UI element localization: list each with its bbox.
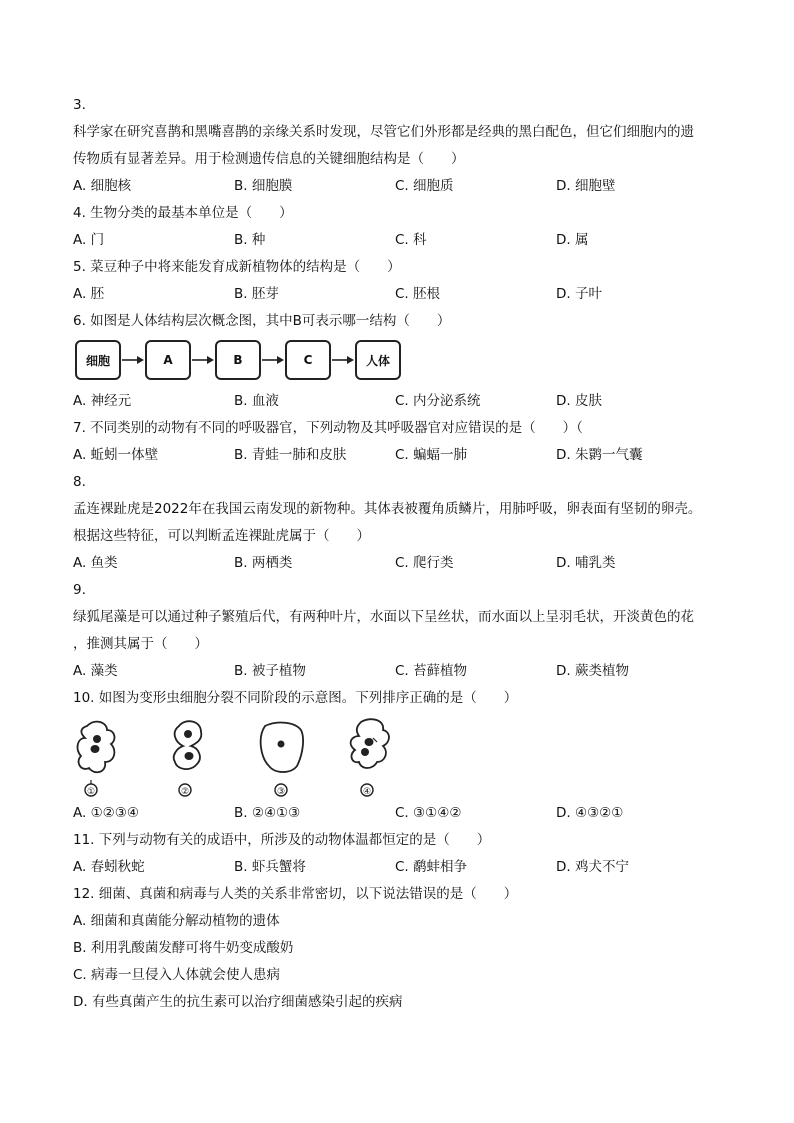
q10-option-c[interactable]: C. ③①④② [395,805,462,821]
q12-option-a[interactable]: A. 细菌和真菌能分解动植物的遗体 [73,913,280,929]
q11-options [73,854,733,881]
q7-option-c[interactable]: C. 蝙蝠一肺 [395,447,468,463]
q5-stem: 5. 菜豆种子中将来能发育成新植物体的结构是（ ） [73,259,401,275]
q7-option-a[interactable]: A. 蚯蚓一体壁 [73,447,159,463]
q3-stem-line2: 传物质有显著差异。用于检测遗传信息的关键细胞结构是（ ） [73,151,465,167]
q12-option-b[interactable]: B. 利用乳酸菌发酵可将牛奶变成酸奶 [73,940,294,956]
stage-label-3: ③ [276,787,286,797]
q8-option-d[interactable]: D. 哺乳类 [556,555,616,571]
q5-options [73,281,733,308]
q4-option-c[interactable]: C. 科 [395,232,427,248]
q10-stem: 10. 如图为变形虫细胞分裂不同阶段的示意图。下列排序正确的是（ ） [73,690,518,706]
flow-box-b: B [215,340,261,380]
arrow-right-icon [262,355,284,365]
q12-option-c[interactable]: C. 病毒一旦侵入人体就会使人患病 [73,967,281,983]
q6-option-c[interactable]: C. 内分泌系统 [395,393,481,409]
q12-option-d[interactable]: D. 有些真菌产生的抗生素可以治疗细菌感染引起的疾病 [73,994,403,1010]
stage-label-1: ① [86,787,96,797]
q4-option-d[interactable]: D. 属 [556,232,589,248]
amoeba-stage-1 [73,716,161,800]
q3-stem-line1: 科学家在研究喜鹊和黑嘴喜鹊的亲缘关系时发现，尽管它们外形都是经典的黑白配色，但它们细胞内的遗 [73,124,694,140]
q6-concept-diagram [75,336,733,384]
q9-option-b[interactable]: B. 被子植物 [234,663,306,679]
arrow-right-icon [192,355,214,365]
exam-page [73,92,733,1016]
q7-option-b[interactable]: B. 青蛙一肺和皮肤 [234,447,347,463]
q9-option-d[interactable]: D. 蕨类植物 [556,663,629,679]
q10-option-b[interactable]: B. ②④①③ [234,805,301,821]
q12-stem: 12. 细菌、真菌和病毒与人类的关系非常密切，以下说法错误的是（ ） [73,886,518,902]
q11-stem: 11. 下列与动物有关的成语中，所涉及的动物体温都恒定的是（ ） [73,832,491,848]
q3-option-a[interactable]: A. 细胞核 [73,178,132,194]
q7-option-d[interactable]: D. 朱鹮一气囊 [556,447,643,463]
q11-option-a[interactable]: A. 春蚓秋蛇 [73,859,145,875]
q8-option-a[interactable]: A. 鱼类 [73,555,118,571]
q10-options [73,800,733,827]
q9-option-c[interactable]: C. 苔藓植物 [395,663,468,679]
q9-stem-line1: 绿狐尾藻是可以通过种子繁殖后代，有两种叶片，水面以下呈丝状，而水面以上呈羽毛状，开淡黄色的花 [73,609,694,625]
q9-number: 9. [73,582,86,598]
q3-option-d[interactable]: D. 细胞壁 [556,178,616,194]
q4-option-b[interactable]: B. 种 [234,232,266,248]
q9-option-a[interactable]: A. 藻类 [73,663,118,679]
q5-option-a[interactable]: A. 胚 [73,286,105,302]
flow-box-c: C [285,340,331,380]
q4-stem: 4. 生物分类的最基本单位是（ ） [73,205,293,221]
q11-option-c[interactable]: C. 鹬蚌相争 [395,859,468,875]
q9-stem-line2: ，推测其属于（ ） [73,636,208,652]
q8-option-b[interactable]: B. 两栖类 [234,555,293,571]
q6-options [73,388,733,415]
q8-number: 8. [73,474,86,490]
q5-option-b[interactable]: B. 胚芽 [234,286,279,302]
q3-option-c[interactable]: C. 细胞质 [395,178,454,194]
q11-option-d[interactable]: D. 鸡犬不宁 [556,859,629,875]
q3-options [73,173,733,200]
amoeba-stage-3 [251,716,339,800]
q6-option-a[interactable]: A. 神经元 [73,393,132,409]
q6-option-b[interactable]: B. 血液 [234,393,279,409]
flow-box-cell: 细胞 [75,340,121,380]
q4-option-a[interactable]: A. 门 [73,232,105,248]
stage-label-2: ② [180,787,190,797]
q8-stem-line1: 孟连裸趾虎是2022年在我国云南发现的新物种。其体表被覆角质鳞片，用肺呼吸，卵表面有坚韧的卵壳。 [73,501,702,517]
stage-label-4: ④ [362,787,372,797]
q11-option-b[interactable]: B. 虾兵蟹将 [234,859,306,875]
arrow-right-icon [122,355,144,365]
q6-option-d[interactable]: D. 皮肤 [556,393,602,409]
arrow-right-icon [332,355,354,365]
q5-option-c[interactable]: C. 胚根 [395,286,441,302]
q5-option-d[interactable]: D. 子叶 [556,286,602,302]
flow-box-human-body: 人体 [355,340,401,380]
q8-options [73,550,733,577]
amoeba-stage-4 [343,716,431,800]
q8-stem-line2: 根据这些特征，可以判断孟连裸趾虎属于（ ） [73,528,370,544]
amoeba-stage-2 [161,716,249,800]
q3-option-b[interactable]: B. 细胞膜 [234,178,293,194]
q10-option-a[interactable]: A. ①②③④ [73,805,139,821]
flow-box-a: A [145,340,191,380]
q10-amoeba-figure [73,716,733,800]
q10-option-d[interactable]: D. ④③②① [556,805,624,821]
q4-options [73,227,733,254]
q8-option-c[interactable]: C. 爬行类 [395,555,454,571]
q7-stem: 7. 不同类别的动物有不同的呼吸器官，下列动物及其呼吸器官对应错误的是（ ）（ [73,420,583,436]
q9-options [73,658,733,685]
q6-stem: 6. 如图是人体结构层次概念图，其中B可表示哪一结构（ ） [73,313,451,329]
q7-options [73,442,733,469]
q3-number: 3. [73,97,86,113]
